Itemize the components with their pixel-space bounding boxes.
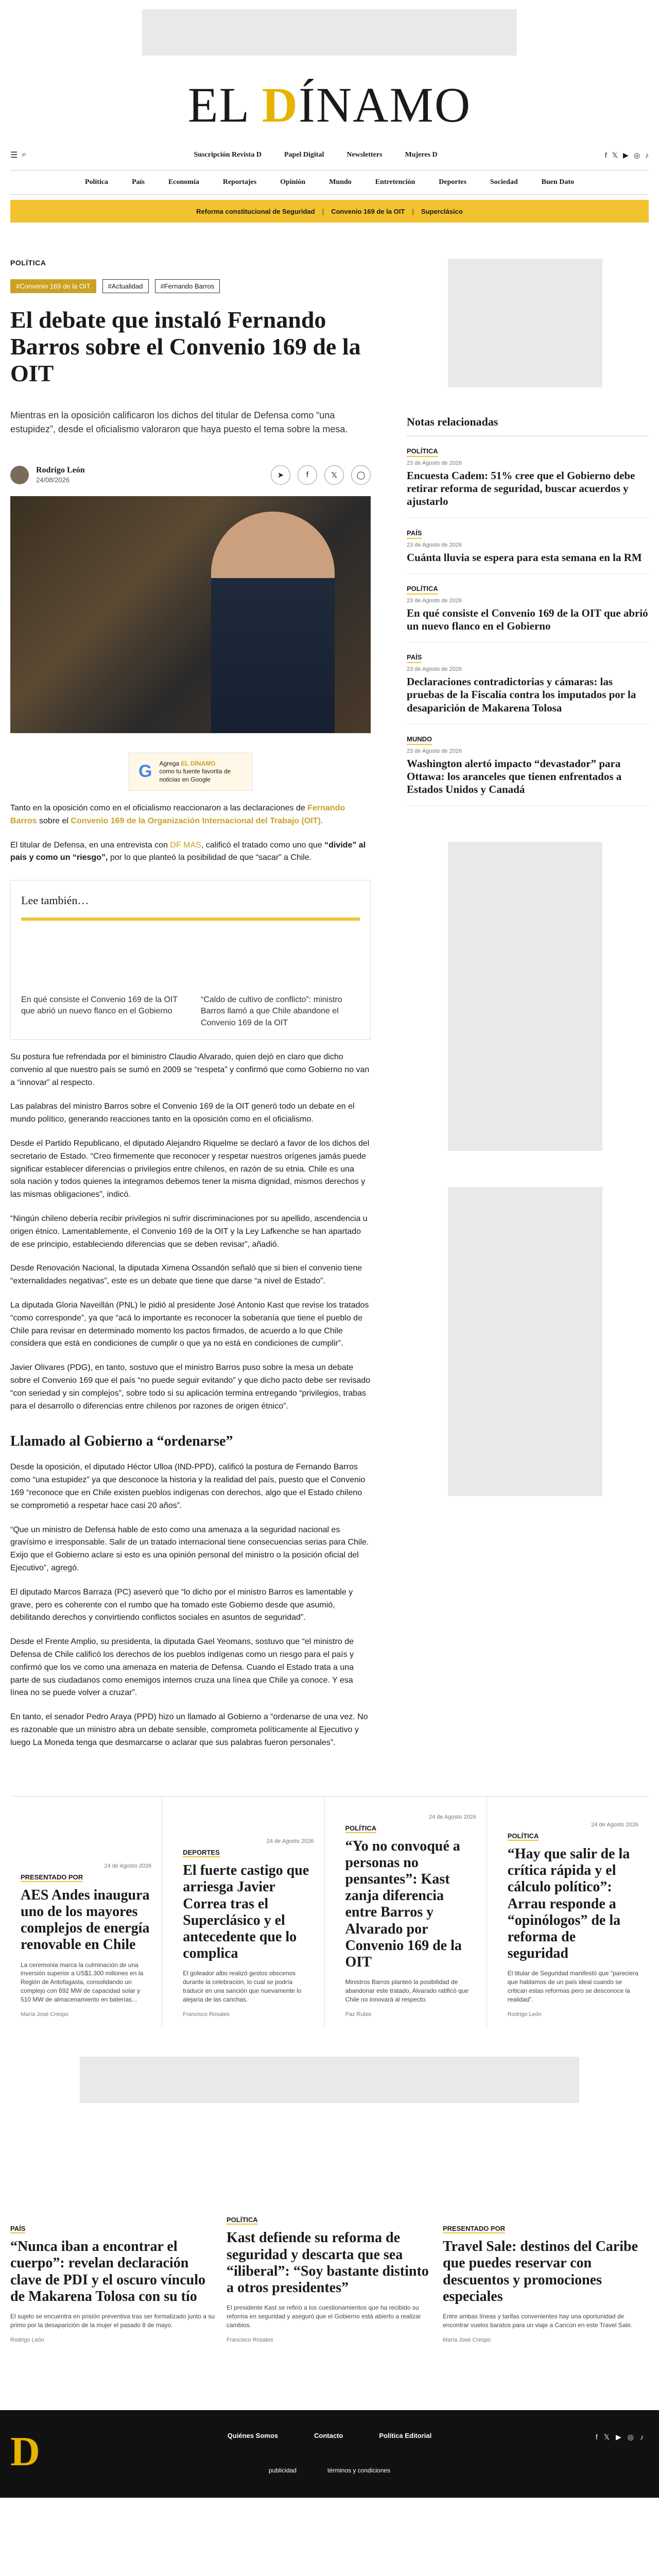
read-also-title: Lee también… [21, 894, 89, 907]
related-title: Notas relacionadas [407, 415, 649, 436]
instagram-icon[interactable]: ◎ [627, 2432, 634, 2441]
paragraph: El diputado Marcos Barraza (PC) aseveró que “lo dicho por el ministro Barros es lamentable y grave, pero es coherente con el rumbo que ha tomado este Gobierno desde que asumió, debilitando derechos y convirtiendo conflictos sociales en asuntos de seguridad”. [10, 1587, 353, 1622]
telegram-share-icon[interactable]: ➤ [271, 465, 290, 485]
youtube-icon[interactable]: ▶ [623, 150, 629, 159]
google-icon: G [138, 761, 152, 782]
article-main [10, 259, 371, 1750]
trending-tag[interactable]: Convenio 169 de la OIT [331, 207, 405, 215]
related-item[interactable]: POLÍTICA 23 de Agosto de 2026 En qué consiste el Convenio 169 de la OIT que abrió un nuevo flanco en el Gobierno [407, 574, 649, 642]
facebook-icon[interactable]: f [604, 150, 607, 159]
read-also-link[interactable]: “Caldo de cultivo de conflicto”: ministro Barros llamó a que Chile abandone el Convenio 169 de la OIT [201, 995, 342, 1027]
facebook-icon[interactable]: f [595, 2432, 598, 2441]
x-share-icon[interactable]: 𝕏 [324, 465, 344, 485]
sidebar-ad[interactable] [448, 842, 602, 1151]
paragraph: Desde el Partido Republicano, el diputado Alejandro Riquelme se declaró a favor de los dichos del secretario de Estado. “Creo firmemente que reconocer y respetar nuestros orígenes jamás puede significar establecer diferencias o privilegios entre chilenos, en razón de su etnia. Chile es una sola nación y todos quienes la integramos debemos tener la misma dignidad, mismos derechos y las mismas obligaciones”, indicó. [10, 1139, 370, 1199]
paragraph: Desde Renovación Nacional, la diputada Ximena Ossandón señaló que si bien el convenio tiene “externalidades negativas”, este es un debate que tiene que darse “a nivel de Estado”. [10, 1264, 362, 1286]
mid-ad-banner[interactable] [80, 2057, 579, 2103]
site-footer [0, 2410, 659, 2498]
news-card[interactable]: PAÍS “Nunca iban a encontrar el cuerpo”: revelan declaración clave de PDI y el oscuro vínculo de Makarena Tolosa con su tío El sujeto se encuentra en prisión preventiva tras ser formalizado junto a su primo por la desaparición de la mujer el pasado 8 de mayo. Rodrigo León [10, 2225, 215, 2343]
youtube-icon[interactable]: ▶ [616, 2432, 621, 2441]
link-newsletters[interactable]: Newsletters [346, 151, 383, 159]
author-name[interactable]: Rodrigo León [36, 466, 85, 475]
nav-politica[interactable]: Política [84, 178, 109, 186]
sidebar-ad[interactable] [448, 259, 602, 387]
site-logo[interactable]: EL DÍNAMO [187, 77, 472, 132]
google-preferred-source[interactable]: G Agrega EL DÍNAMO como tu fuente favorita de noticias en Google [129, 753, 252, 791]
paragraph: La diputada Gloria Naveillán (PNL) le pidió al presidente José Antonio Kast que revise los tratados “como corresponde”, ya que “acá lo importante es reconocer la soberanía que tiene el pueblo de Chile para revisar en determinado momento los pactos firmados, de acuerdo a lo que Chile considera que está en condiciones de cumplir o que ya no está en condiciones de cumplir”. [10, 1301, 369, 1348]
related-item[interactable]: MUNDO 23 de Agosto de 2026 Washington alertó impacto “devastador” para Ottawa: los aranceles que tienen enfrentados a Estados Unidos y Canadá [407, 724, 649, 806]
more-news-row [10, 1796, 649, 2028]
related-item[interactable]: PAÍS 23 de Agosto de 2026 Cuánta lluvia se espera para esta semana en la RM [407, 518, 649, 574]
news-card[interactable]: 24 de Agosto 2026 POLÍTICA “Hay que salir de la crítica rápida y el cálculo político”: Arrau responde a “opinólogos” de la reforma de seguridad El titular de Seguridad manifestó que “pareciera que hablamos de un país ideal cuando se critican estas reformas pero se desconoce la realidad”. Rodrigo León [507, 1822, 638, 2018]
article-title: El debate que instaló Fernando Barros sobre el Convenio 169 de la OIT [10, 307, 361, 386]
paragraph: El titular de Defensa, en una entrevista con DF MAS, calificó el tratado como uno que “divide” al país y como un “riesgo”, por lo que planteó la posibilidad de que “sacar” a Chile. [10, 840, 366, 862]
paragraph: “Que un ministro de Defensa hable de esto como una amenaza a la seguridad nacional es gravísimo e irresponsable. Salir de un tratado internacional tiene consecuencias serias para Chile. Exijo que el Gobierno aclare si esto es una opinión personal del ministro o la posición oficial del Ejecutivo”, agregó. [10, 1525, 369, 1572]
avatar [10, 466, 29, 484]
sidebar [407, 259, 649, 1750]
tiktok-icon[interactable]: ♪ [640, 2432, 644, 2441]
section-label[interactable]: POLÍTICA [10, 259, 46, 267]
news-card[interactable]: PRESENTADO POR Travel Sale: destinos del Caribe que puedes reservar con descuentos y promociones especiales Entre ambas líneas y tarifas convenientes hay una oportunidad de encontrar vuelos baratos para un viaje a Cancún en este Travel Sale. María José Crespo [443, 2225, 638, 2343]
nav-economia[interactable]: Economía [168, 178, 199, 186]
whatsapp-share-icon[interactable]: ◯ [351, 465, 371, 485]
nav-mundo[interactable]: Mundo [329, 178, 352, 186]
news-card[interactable]: 24 de Agosto 2026 DEPORTES El fuerte castigo que arriesga Javier Correa tras el Superclásico y el antecedente que lo complica El goleador albo realizó gestos obscenos durante la celebración, lo cual se podría traducir en una sanción que nuevamente lo alejaría de las canchas. Francisco Rosales [172, 1797, 324, 2028]
paragraph: Javier Olivares (PDG), en tanto, sostuvo que el ministro Barros puso sobre la mesa un debate sobre el Convenio 169 que el país “no puede seguir evitando” y que dicho pacto debe ser revisado “con seriedad y sin complejos”, sobre todo si su aplicación termina entregando “privilegios, trabas para el desarrollo o diferencias entre chilenos por razones de origen étnico”. [10, 1363, 371, 1411]
footer-link[interactable]: Política Editorial [379, 2431, 432, 2439]
hero-person-photo [211, 512, 335, 733]
nav-deportes[interactable]: Deportes [439, 178, 466, 186]
link-suscripcion[interactable]: Suscripción Revista D [194, 151, 262, 159]
nav-pais[interactable]: País [132, 178, 145, 186]
trending-tags-bar: Reforma constitucional de Seguridad | Convenio 169 de la OIT | Superclásico [10, 200, 649, 223]
footer-link[interactable]: Contacto [314, 2431, 343, 2439]
menu-icon[interactable]: ☰ [10, 151, 18, 160]
news-card[interactable]: POLÍTICA Kast defiende su reforma de seguridad y descarta que sea “iliberal”: “Soy bastante distinto a otros presidentes” El presidente Kast se refirió a los cuestionamientos que ha recibido su reforma en seguridad y aseguró que el Gobierno está abierto a realizar cambios. Francisco Rosales [227, 2216, 429, 2343]
x-icon[interactable]: 𝕏 [603, 2432, 610, 2441]
news-card[interactable]: 24 de Agosto 2026 PRESENTADO POR AES Andes inaugura uno de los mayores complejos de energía renovable en Chile La ceremonia marca la culminación de una inversión superior a US$1.300 millones en la Región de Antofagasta, consolidando un complejo con 692 MW de capacidad solar y 510 MW de almacenamiento en baterías... María José Crespo [10, 1797, 162, 2028]
paragraph: Las palabras del ministro Barros sobre el Convenio 169 de la OIT generó todo un debate en el mundo político, generando reacciones tanto en la oposición como en el oficialismo. [10, 1102, 355, 1124]
nav-opinion[interactable]: Opinión [280, 178, 306, 186]
instagram-icon[interactable]: ◎ [633, 150, 640, 159]
paragraph: Desde la oposición, el diputado Héctor Ulloa (IND-PPD), calificó la postura de Fernando Barros como “una estupidez” ya que desconoce la historia y la realidad del país, puesto que el Convenio 169 “reconoce que en Chile existen pueblos indígenas con derechos, algo que el Estado chileno se comprometió a respetar hace casi 20 años”. [10, 1463, 366, 1510]
tag-chip[interactable]: #Actualidad [102, 279, 149, 293]
paragraph: En tanto, el senador Pedro Araya (PPD) hizo un llamado al Gobierno a “ordenarse de una vez. No es razonable que un ministro abra un debate sensible, comprometa políticamente al Ejecutivo y luego La Moneda tenga que desmarcarse o aclarar que sus palabras fueron personales”. [10, 1713, 368, 1747]
trending-tag[interactable]: Reforma constitucional de Seguridad [196, 207, 315, 215]
facebook-share-icon[interactable]: f [298, 465, 317, 485]
sidebar-ad[interactable] [448, 1187, 602, 1496]
footer-link[interactable]: Quiénes Somos [227, 2431, 279, 2439]
related-item[interactable]: POLÍTICA 23 de Agosto de 2026 Encuesta Cadem: 51% cree que el Gobierno debe retirar reforma de seguridad, buscar acuerdos y ajustarlo [407, 436, 649, 518]
footer-logo[interactable]: D [10, 2429, 40, 2475]
nav-buen-dato[interactable]: Buen Dato [541, 178, 575, 186]
masthead-row [10, 147, 649, 163]
article-tags [10, 279, 371, 293]
paragraph: Tanto en la oposición como en el oficialismo reaccionaron a las declaraciones de Fernando Barros sobre el Convenio 169 de la Organización Internacional del Trabajo (OIT). [10, 803, 345, 825]
footer-link[interactable]: publicidad [268, 2466, 297, 2474]
news-card[interactable]: 24 de Agosto 2026 POLÍTICA “Yo no convoqué a personas no pensantes”: Kast zanja diferencia entre Barros y Alvarado por Convenio 169 de la OIT Ministros Barros planteó la posibilidad de abandonar este tratado, Alvarado ratificó que Chile no innovará al respecto. Paz Rubio [335, 1797, 487, 2028]
read-also-link[interactable]: En qué consiste el Convenio 169 de la OIT que abrió un nuevo flanco en el Gobierno [21, 995, 178, 1016]
footer-link[interactable]: términos y condiciones [327, 2466, 391, 2474]
hero-image [10, 496, 371, 733]
link-mujeres-d[interactable]: Mujeres D [405, 151, 438, 159]
paragraph: Desde el Frente Amplio, su presidenta, la diputada Gael Yeomans, sostuvo que “el ministro de Defensa de Chile calificó los derechos de los pueblos indígenas como un riesgo para el país y confirmó que los ve como una amenaza en materia de Defensa. Cuando el Estado trata a una parte de sus ciudadanos como enemigos internos cruza una línea que Chile ya conoce. Y esa línea no se puede volver a cruzar”. [10, 1637, 354, 1698]
paragraph: Su postura fue refrendada por el biministro Claudio Alvarado, quien dejó en claro que dicho convenio al que nuestro país se sumó en 2009 se “respeta” y confirmó que como Gobierno no van a “innovar” al respecto. [10, 1053, 370, 1087]
article-body [10, 802, 371, 1750]
link-papel-digital[interactable]: Papel Digital [284, 151, 324, 159]
tag-chip[interactable]: #Fernando Barros [155, 279, 220, 293]
top-ad-banner[interactable] [142, 9, 517, 56]
nav-reportajes[interactable]: Reportajes [222, 178, 257, 186]
nav-entretencion[interactable]: Entretención [375, 178, 415, 186]
nav-sociedad[interactable]: Sociedad [490, 178, 518, 186]
paragraph: “Ningún chileno debería recibir privilegios ni sufrir discriminaciones por su apellido, ascendencia u origen étnico. Lamentablemente, el Convenio 169 de la OIT y la Ley Lafkenche se han apartado de ese principio, estableciendo diferencias que se deben revisar”, añadió. [10, 1214, 368, 1249]
read-also-box [10, 880, 371, 1040]
x-icon[interactable]: 𝕏 [612, 150, 618, 159]
main-nav [10, 170, 649, 195]
related-item[interactable]: PAÍS 23 de Agosto de 2026 Declaraciones contradictorias y cámaras: las pruebas de la Fiscalía contra los imputados por la desaparición de Makarena Tolosa [407, 642, 649, 724]
trending-tag[interactable]: Superclásico [421, 207, 463, 215]
article-lead: Mientras en la oposición calificaron los dichos del titular de Defensa como “una estupidez”, desde el oficialismo valoraron que haya puesto el tema sobre la mesa. [10, 410, 348, 434]
search-icon[interactable]: ⌕ [22, 150, 27, 159]
subheading: Llamado al Gobierno a “ordenarse” [10, 1433, 233, 1450]
tag-chip[interactable]: #Convenio 169 de la OIT [10, 279, 96, 293]
share-buttons [271, 465, 371, 485]
byline [10, 465, 371, 485]
tiktok-icon[interactable]: ♪ [645, 150, 649, 159]
publish-date: 24/08/2026 [36, 476, 70, 484]
more-news-row-2 [10, 2132, 649, 2353]
